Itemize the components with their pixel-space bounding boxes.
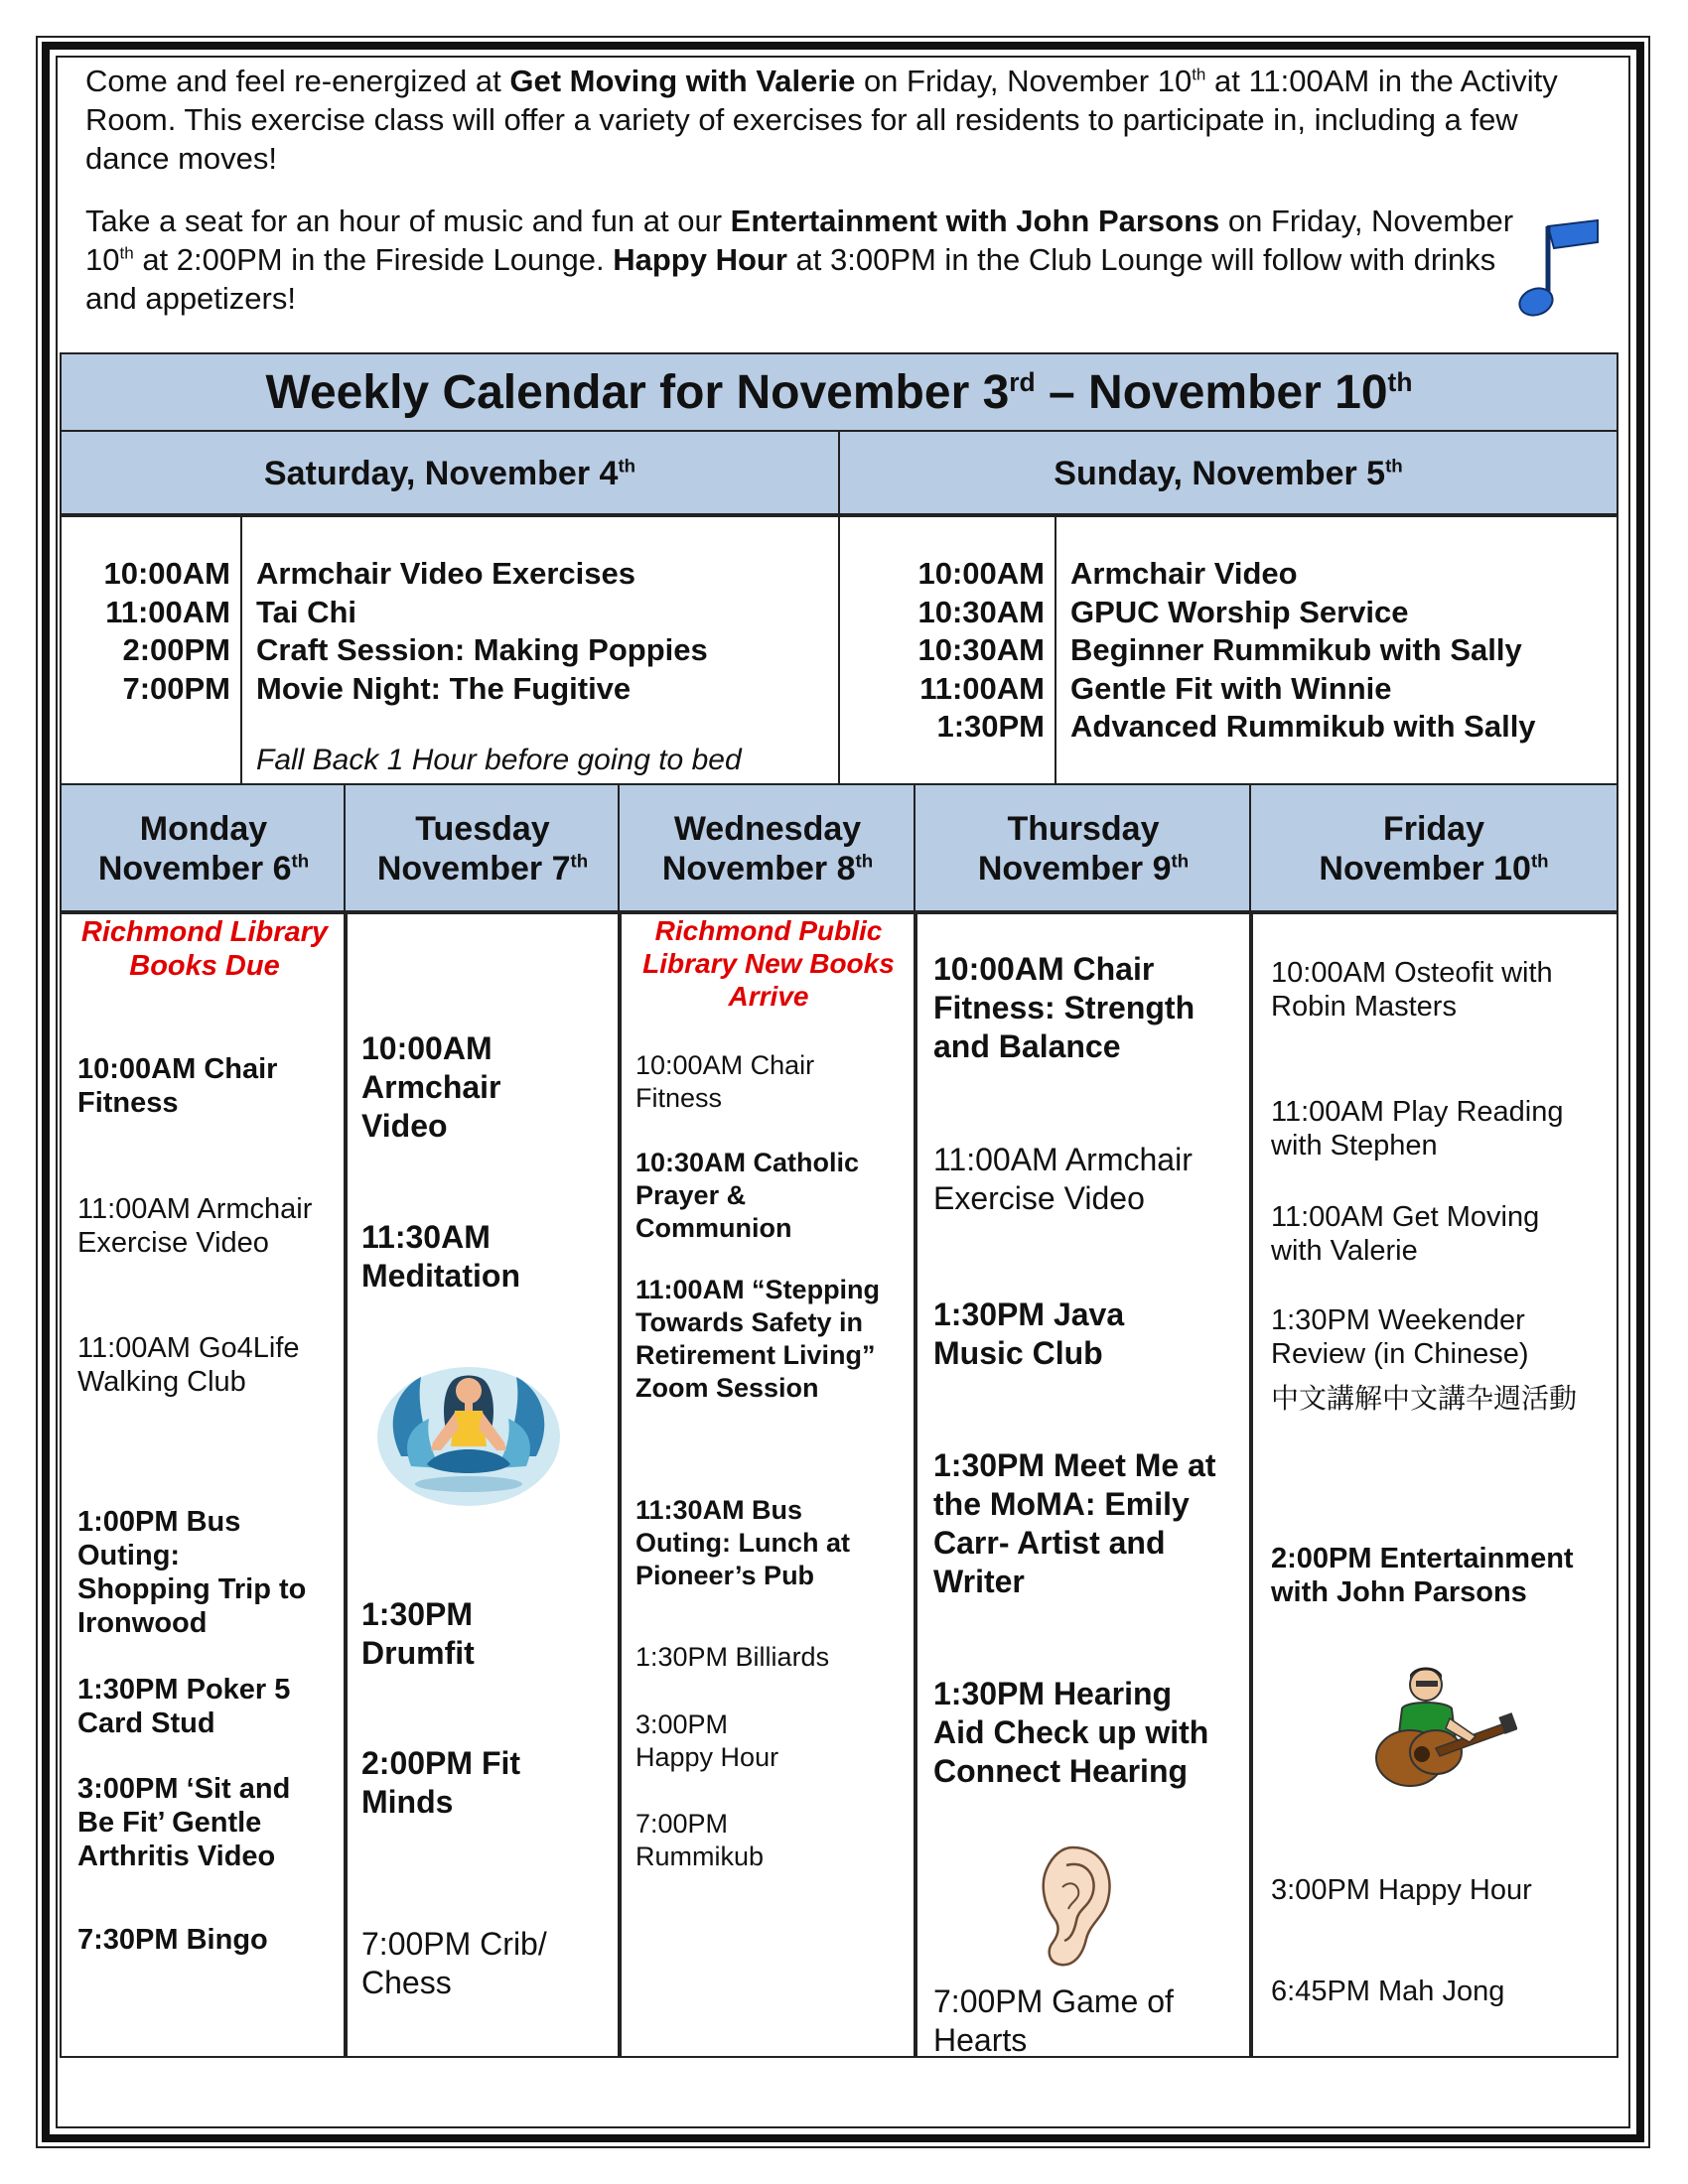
wednesday-event: 11:30AM Bus Outing: Lunch at Pioneer’s Pub xyxy=(635,1495,850,1590)
friday-event-chinese: 中文講解中文講卆週活動 xyxy=(1271,1382,1578,1415)
music-note-icon xyxy=(1514,216,1602,320)
wednesday-event: 11:00AM “Stepping Towards Safety in Retirement Living” Zoom Session xyxy=(635,1275,881,1403)
friday-event: 3:00PM Happy Hour xyxy=(1271,1874,1532,1906)
friday-event: 11:00AM Play Reading with Stephen xyxy=(1271,1096,1564,1161)
saturday-body xyxy=(60,513,840,787)
wednesday-notice: Richmond Public Library New Books Arrive xyxy=(642,915,895,1012)
calendar-title: Weekly Calendar for November 3rd – November 10th xyxy=(60,352,1618,432)
wednesday-event: 10:00AM Chair Fitness xyxy=(635,1050,815,1113)
tuesday-event: 7:00PM Crib/ Chess xyxy=(361,1926,547,2000)
saturday-header: Saturday, November 4th xyxy=(60,430,840,517)
thursday-event: 1:30PM Hearing Aid Check up with Connect Hearing xyxy=(933,1676,1209,1789)
tuesday-event: 11:30AM Meditation xyxy=(361,1219,520,1294)
guitar-player-icon xyxy=(1366,1663,1517,1802)
sunday-times: 10:00AM 10:30AM 10:30AM 11:00AM 1:30PM xyxy=(917,556,1045,744)
thursday-event: 11:00AM Armchair Exercise Video xyxy=(933,1142,1193,1216)
wednesday-event: 1:30PM Billiards xyxy=(635,1642,830,1672)
tuesday-event: 10:00AM Armchair Video xyxy=(361,1030,501,1144)
thursday-header: Thursday November 9th xyxy=(914,783,1253,914)
sunday-body xyxy=(838,513,1618,787)
wednesday-header: Wednesday November 8th xyxy=(618,783,917,914)
meditation-icon xyxy=(371,1347,566,1510)
intro-paragraph-1: Come and feel re-energized at Get Moving with Valerie on Friday, November 10th at 11:00AM in the Activity Room. This exercise class will offer a variety of exercises for all residents to participate in, including a few dance moves! xyxy=(85,64,1558,176)
thursday-event: 10:00AM Chair Fitness: Strength and Balance xyxy=(933,951,1196,1064)
tuesday-header: Tuesday November 7th xyxy=(344,783,622,914)
fall-back-note: Fall Back 1 Hour before going to bed xyxy=(256,744,742,776)
thursday-event: 7:00PM Game of Hearts xyxy=(933,1983,1174,2058)
tuesday-event: 2:00PM Fit Minds xyxy=(361,1745,521,1820)
friday-event: 6:45PM Mah Jong xyxy=(1271,1976,1505,2007)
wednesday-event: 3:00PM Happy Hour xyxy=(635,1709,779,1772)
monday-event: 3:00PM ‘Sit and Be Fit’ Gentle Arthritis Video xyxy=(77,1773,291,1872)
monday-event: 1:30PM Poker 5 Card Stud xyxy=(77,1674,291,1739)
monday-event: 7:30PM Bingo xyxy=(77,1924,268,1956)
monday-event: 11:00AM Go4Life Walking Club xyxy=(77,1332,300,1398)
thursday-event: 1:30PM Java Music Club xyxy=(933,1297,1125,1371)
monday-event: 11:00AM Armchair Exercise Video xyxy=(77,1193,313,1259)
ear-icon xyxy=(1033,1843,1116,1971)
sunday-events: Armchair Video GPUC Worship Service Beginner Rummikub with Sally Gentle Fit with Winnie Advanced Rummikub with Sally xyxy=(1070,556,1536,744)
sunday-header: Sunday, November 5th xyxy=(838,430,1618,517)
friday-event: 2:00PM Entertainment with John Parsons xyxy=(1271,1543,1574,1608)
monday-notice: Richmond Library Books Due xyxy=(80,916,329,982)
wednesday-event: 7:00PM Rummikub xyxy=(635,1809,765,1871)
friday-event: 10:00AM Osteofit with Robin Masters xyxy=(1271,957,1553,1023)
monday-event: 1:00PM Bus Outing: Shopping Trip to Ironwood xyxy=(77,1506,307,1639)
intro-paragraph-2: Take a seat for an hour of music and fun at our Entertainment with John Parsons on Friday, November 10th at 2:00PM in the Fireside Lounge. Happy Hour at 3:00PM in the Club Lounge will follow with drinks and appetizers! xyxy=(85,204,1514,316)
friday-event: 11:00AM Get Moving with Valerie xyxy=(1271,1201,1540,1267)
weekly-calendar xyxy=(60,352,1618,2058)
tuesday-event: 1:30PM Drumfit xyxy=(361,1596,475,1671)
saturday-times: 10:00AM 11:00AM 2:00PM 7:00PM xyxy=(103,556,230,706)
monday-header: Monday November 6th xyxy=(60,783,348,914)
thursday-event: 1:30PM Meet Me at the MoMA: Emily Carr- Artist and Writer xyxy=(933,1447,1216,1599)
friday-event: 1:30PM Weekender Review (in Chinese) xyxy=(1271,1304,1529,1370)
wednesday-event: 10:30AM Catholic Prayer & Communion xyxy=(635,1148,860,1243)
monday-event: 10:00AM Chair Fitness xyxy=(77,1053,278,1119)
saturday-events: Armchair Video Exercises Tai Chi Craft Session: Making Poppies Movie Night: The Fugitive xyxy=(256,556,708,706)
friday-header: Friday November 10th xyxy=(1249,783,1618,914)
